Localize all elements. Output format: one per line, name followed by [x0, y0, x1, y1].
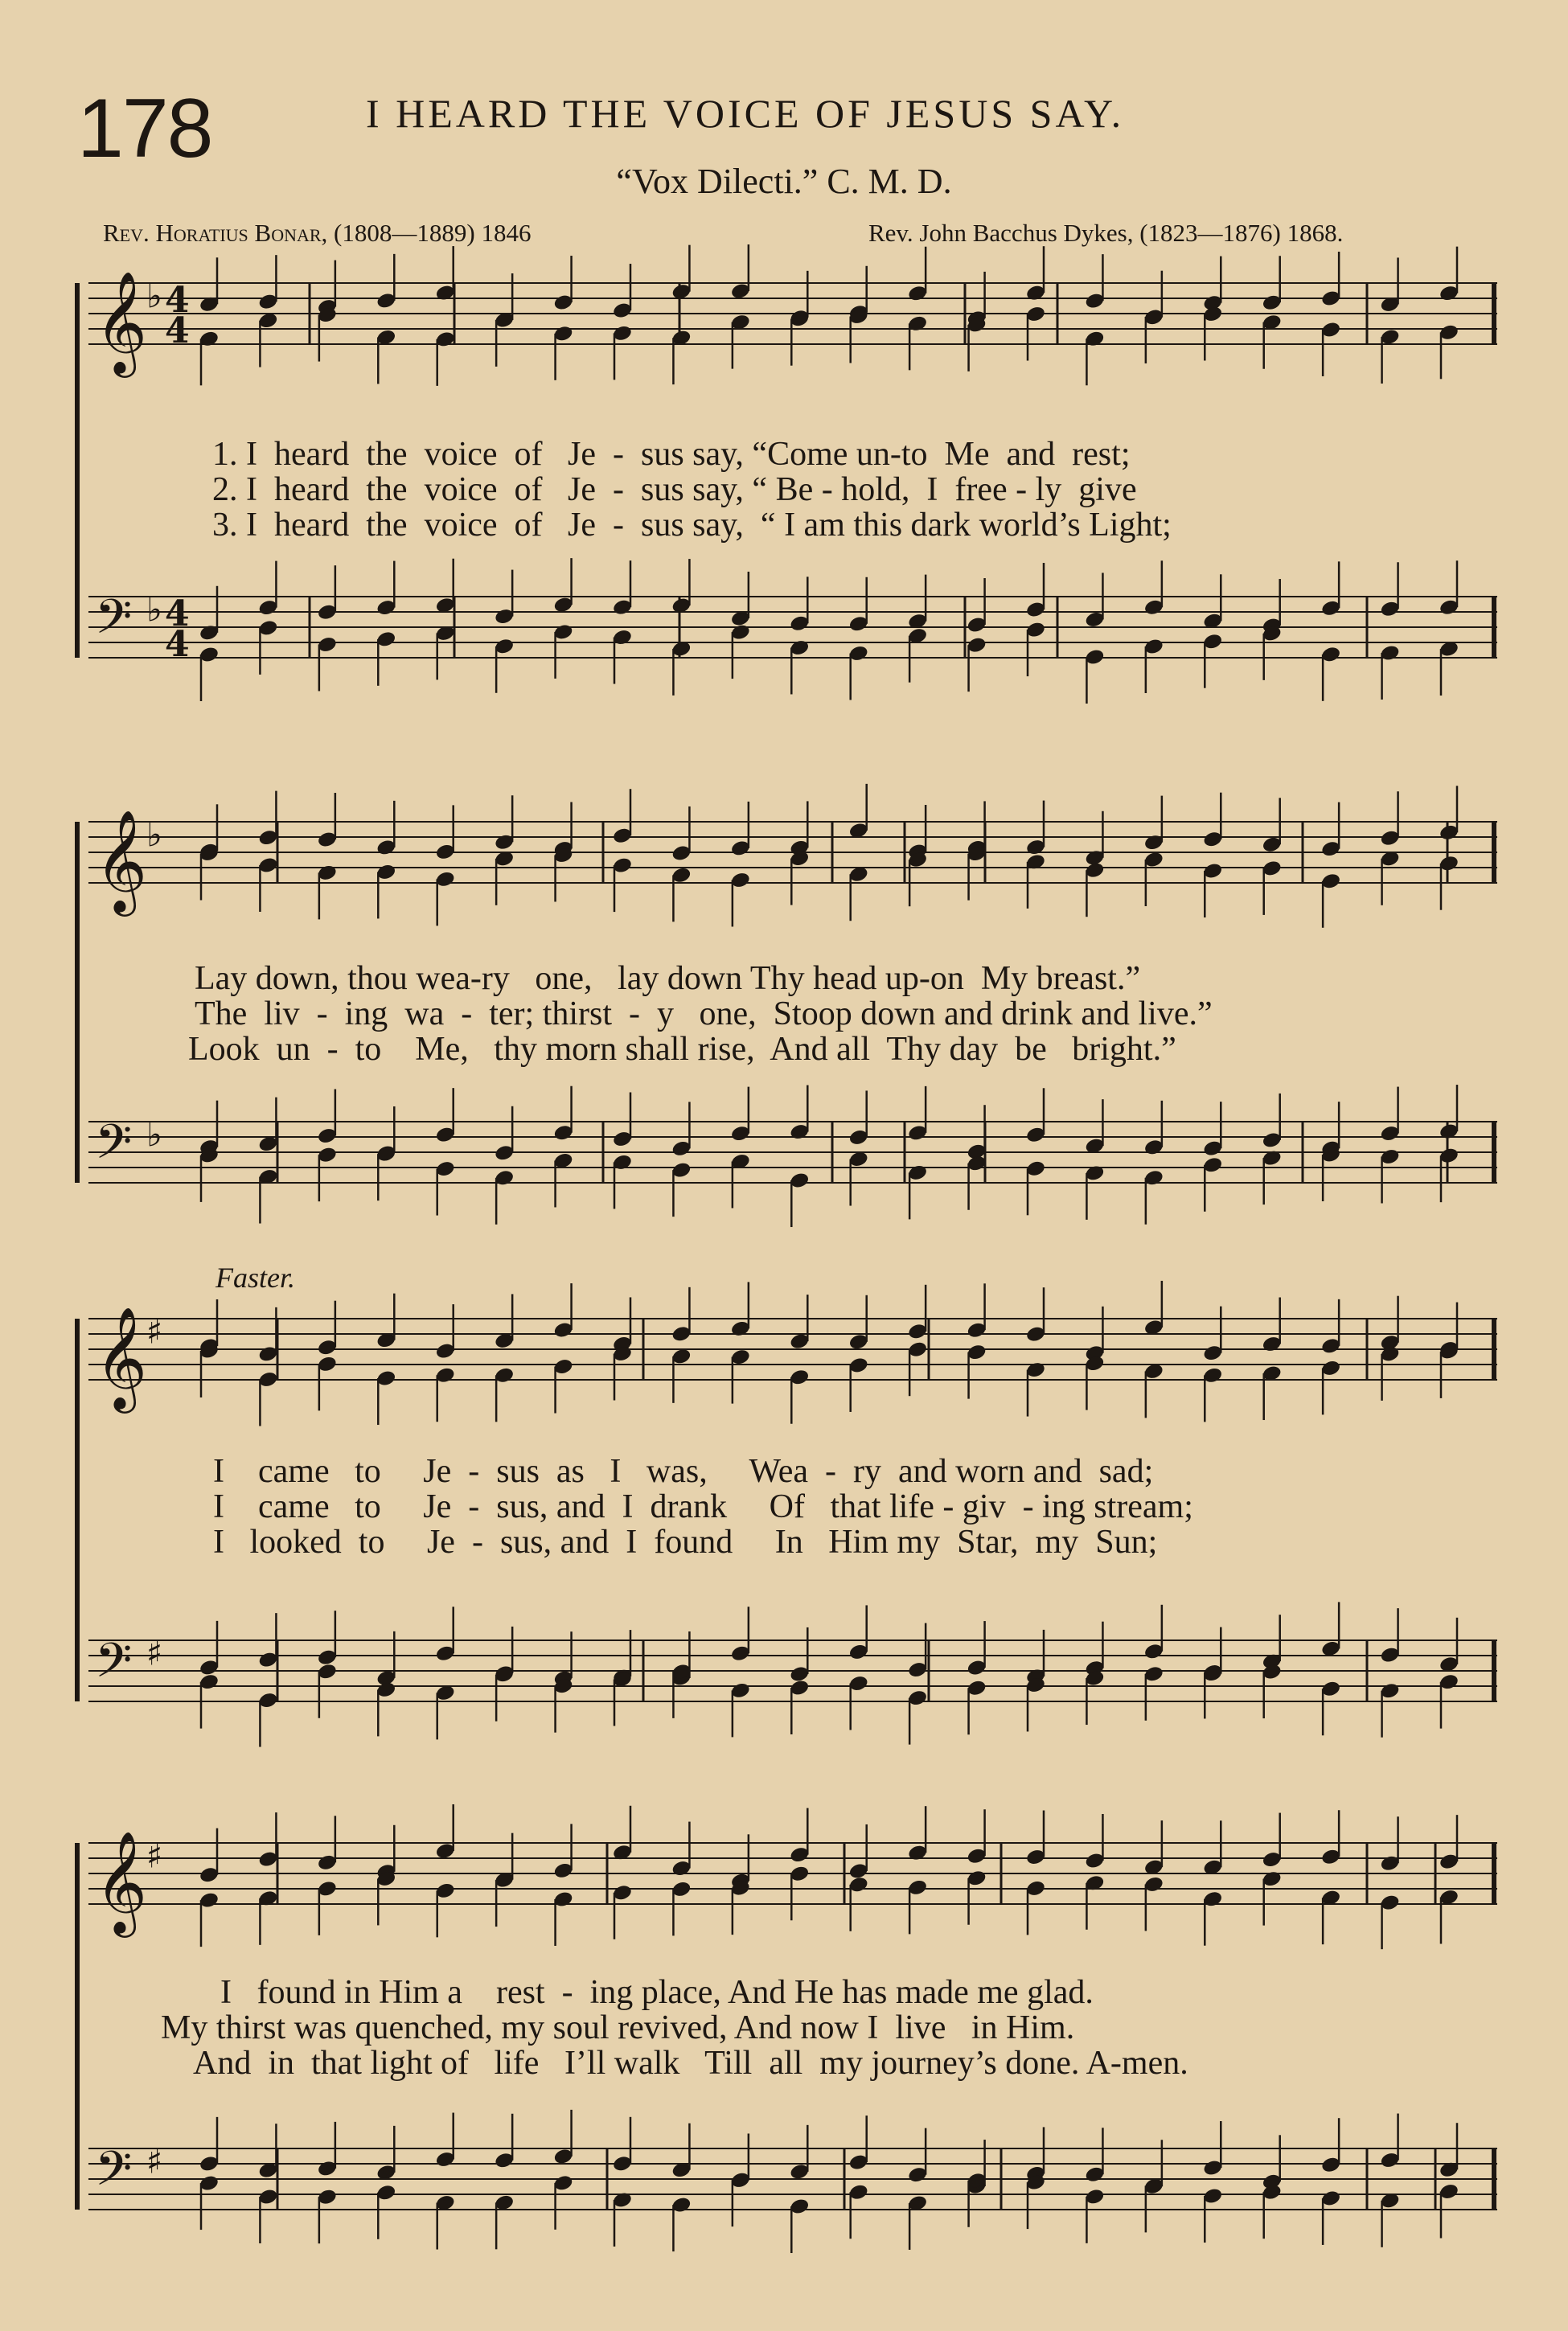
flat-icon: ♭ [146, 276, 162, 316]
sharp-icon: ♯ [146, 1633, 163, 1673]
lyric-line: Look un - to Me, thy morn shall rise, And all Thy day be bright.” [188, 1031, 1176, 1068]
lyric-line: I found in Him a rest - ing place, And He has made me glad. [220, 1974, 1094, 2011]
hymn-number: 178 [77, 82, 212, 175]
sharp-icon: ♯ [146, 1311, 163, 1352]
sharp-icon: ♯ [146, 2141, 163, 2181]
treble-clef-icon: 𝄞 [95, 1306, 148, 1409]
time-signature-top: 4 [165, 280, 190, 321]
tempo-marking: Faster. [215, 1262, 295, 1294]
bass-clef-icon: 𝄢 [95, 589, 133, 656]
bass-clef-icon: 𝄢 [95, 2140, 133, 2208]
flat-icon: ♭ [146, 1114, 162, 1155]
bass-clef-icon: 𝄢 [95, 1632, 133, 1700]
flat-icon: ♭ [146, 589, 162, 630]
bass-clef-icon: 𝄢 [95, 1114, 133, 1181]
lyric-line: Lay down, thou wea-ry one, lay down Thy head up-on My breast.” [195, 960, 1141, 997]
time-signature-top: 4 [165, 593, 190, 634]
lyric-line: I came to Je - sus as I was, Wea - ry and worn and sad; [213, 1453, 1154, 1490]
tune-name: “Vox Dilecti.” C. M. D. [616, 162, 952, 201]
lyric-line: I looked to Je - sus, and I found In Him my Star, my Sun; [213, 1524, 1158, 1561]
lyric-line: And in that light of life I’ll walk Till all my journey’s done. A-men. [193, 2045, 1188, 2082]
lyric-line: My thirst was quenched, my soul revived, And now I live in Him. [161, 2009, 1075, 2046]
lyric-line: 3. I heard the voice of Je - sus say, “ I am this dark world’s Light; [212, 507, 1172, 544]
lyric-line: 1. I heard the voice of Je - sus say, “Come un-to Me and rest; [212, 436, 1131, 473]
flat-icon: ♭ [146, 815, 162, 855]
treble-clef-icon: 𝄞 [95, 270, 148, 373]
treble-clef-icon: 𝄞 [95, 809, 148, 912]
lyric-line: 2. I heard the voice of Je - sus say, “ Be - hold, I free - ly give [212, 471, 1137, 508]
treble-clef-icon: 𝄞 [95, 1830, 148, 1933]
composer-credit: Rev. John Bacchus Dykes, (1823—1876) 1868. [868, 219, 1344, 247]
lyric-line: The liv - ing wa - ter; thirst - y one, Stoop down and drink and live.” [195, 995, 1213, 1032]
lyricist-credit: Rev. Horatius Bonar, (1808—1889) 1846 [103, 219, 532, 247]
time-signature-bottom: 4 [165, 624, 190, 665]
sharp-icon: ♯ [146, 1836, 163, 1876]
time-signature-bottom: 4 [165, 310, 190, 351]
hymn-title: I HEARD THE VOICE OF JESUS SAY. [366, 91, 1125, 136]
lyric-line: I came to Je - sus, and I drank Of that life - giv - ing stream; [213, 1488, 1193, 1525]
